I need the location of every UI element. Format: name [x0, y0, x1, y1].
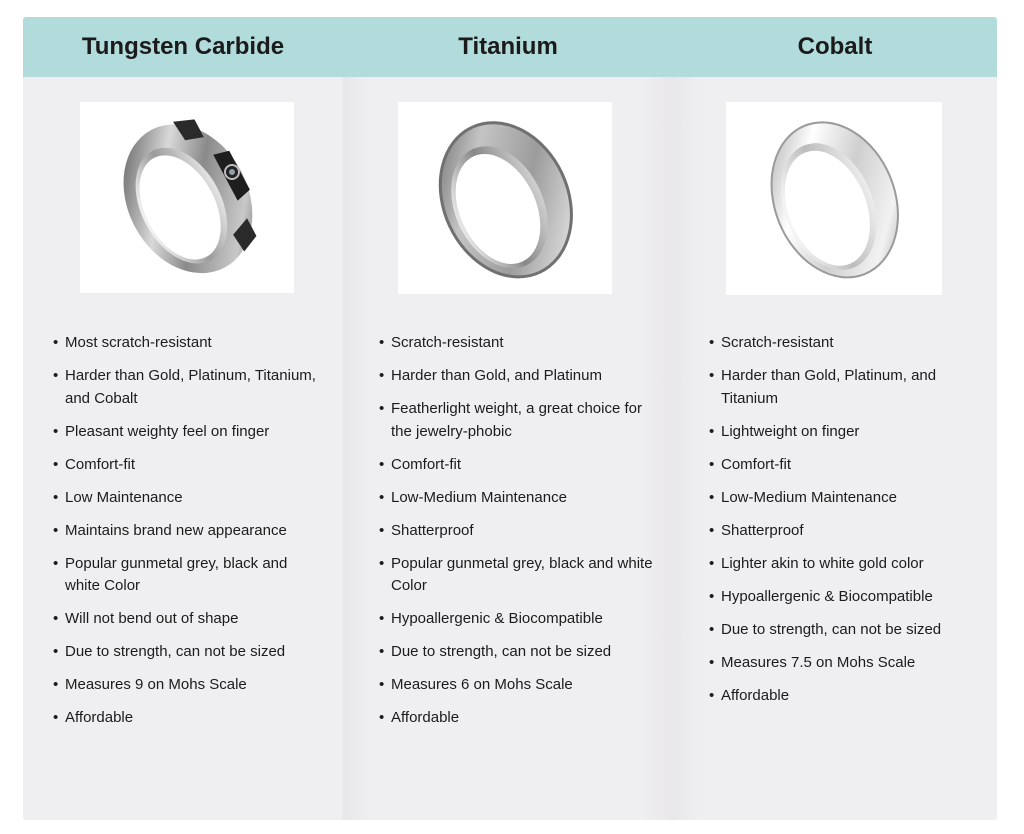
feature-item: • Maintains brand new appearance [53, 520, 323, 543]
feature-item: • Comfort-fit [709, 454, 984, 477]
column-tungsten-carbide [23, 33, 343, 820]
feature-item: • Affordable [709, 685, 984, 708]
feature-item: • Measures 7.5 on Mohs Scale [709, 652, 984, 675]
feature-item: • Harder than Gold, Platinum, Titanium, and Cobalt [53, 365, 323, 410]
tungsten-ring-photo [80, 102, 294, 293]
feature-item: • Due to strength, can not be sized [709, 619, 984, 642]
feature-item: • Hypoallergenic & Biocompatible [709, 586, 984, 609]
feature-item: • Shatterproof [379, 520, 659, 543]
cobalt-ring-icon [726, 102, 942, 295]
feature-item: • Pleasant weighty feel on finger [53, 421, 323, 444]
feature-item: • Comfort-fit [53, 454, 323, 477]
feature-item: • Popular gunmetal grey, black and white Color [53, 553, 323, 598]
comparison-card [23, 17, 997, 820]
feature-item: • Due to strength, can not be sized [53, 641, 323, 664]
feature-item: • Hypoallergenic & Biocompatible [379, 608, 659, 631]
feature-item: • Comfort-fit [379, 454, 659, 477]
column-cobalt [673, 33, 997, 820]
feature-list [53, 332, 323, 740]
feature-item: • Affordable [379, 707, 659, 730]
column-title: Tungsten Carbide [81, 33, 285, 60]
feature-item: • Measures 9 on Mohs Scale [53, 674, 323, 697]
feature-item: • Lightweight on finger [709, 421, 984, 444]
feature-item: • Affordable [53, 707, 323, 730]
feature-item: • Harder than Gold, and Platinum [379, 365, 659, 388]
feature-item: • Low-Medium Maintenance [379, 487, 659, 510]
feature-item: • Low Maintenance [53, 487, 323, 510]
column-titanium [343, 33, 673, 820]
feature-list [379, 332, 659, 740]
feature-item: • Scratch-resistant [379, 332, 659, 355]
feature-item: • Scratch-resistant [709, 332, 984, 355]
feature-item: • Popular gunmetal grey, black and white Color [379, 553, 659, 598]
titanium-ring-photo [398, 102, 612, 294]
column-title: Cobalt [797, 33, 873, 60]
column-title: Titanium [458, 33, 558, 60]
feature-item: • Shatterproof [709, 520, 984, 543]
feature-list [709, 332, 984, 718]
feature-item: • Harder than Gold, Platinum, and Titanium [709, 365, 984, 410]
feature-item: • Low-Medium Maintenance [709, 487, 984, 510]
titanium-ring-icon [398, 102, 612, 294]
feature-item: • Due to strength, can not be sized [379, 641, 659, 664]
cobalt-ring-photo [726, 102, 942, 295]
feature-item: • Featherlight weight, a great choice for the jewelry-phobic [379, 398, 659, 443]
feature-item: • Will not bend out of shape [53, 608, 323, 631]
feature-item: • Measures 6 on Mohs Scale [379, 674, 659, 697]
feature-item: • Most scratch-resistant [53, 332, 323, 355]
tungsten-ring-icon [80, 102, 294, 293]
feature-item: • Lighter akin to white gold color [709, 553, 984, 576]
